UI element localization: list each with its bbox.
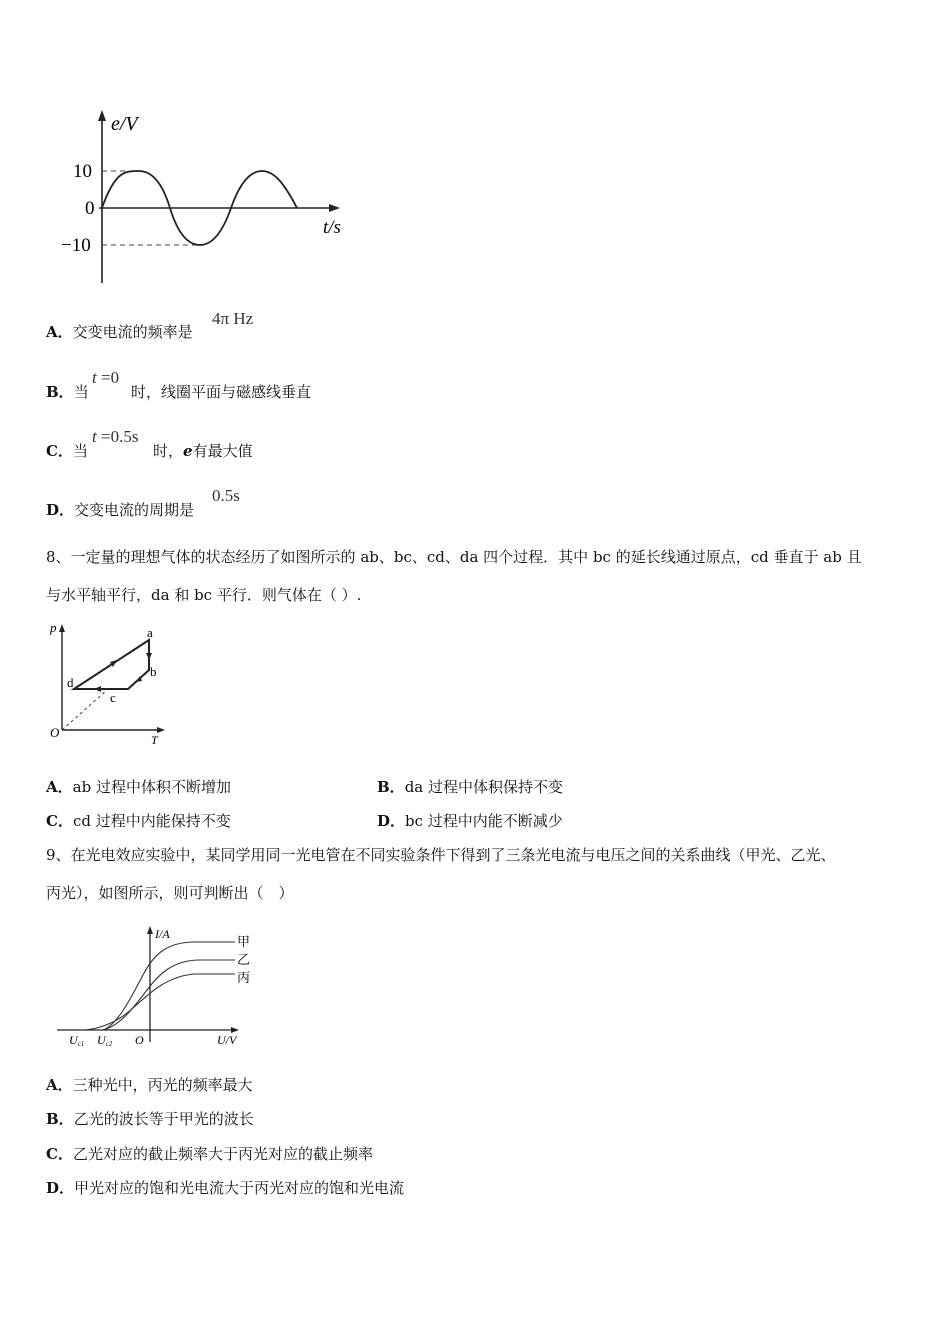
tick-neg10: −10 (61, 235, 91, 256)
q7-b-post: 时，线圈平面与磁感线垂直 (131, 383, 312, 401)
I-axis-arrow (147, 926, 153, 934)
q9-stem (46, 836, 926, 912)
extension-dashed (62, 689, 108, 730)
arrow-ab (146, 653, 152, 660)
q7-option-a[interactable] (46, 322, 193, 342)
q8-option-a[interactable] (46, 777, 231, 797)
q7-option-b[interactable] (46, 382, 89, 402)
Uc2-main: U (97, 1033, 106, 1047)
option-text: 当 (72, 442, 88, 460)
math-rest: =0.5s (96, 427, 139, 446)
option-text: 甲光对应的饱和光电流大于丙光对应的饱和光电流 (74, 1179, 405, 1197)
option-text: 三种光中，丙光的频率最大 (72, 1076, 253, 1094)
curve-bing (85, 974, 235, 1030)
option-label: C． (46, 1145, 73, 1163)
option-text: 乙光的波长等于甲光的波长 (73, 1110, 254, 1128)
pT-figure (44, 620, 174, 745)
label-a: a (147, 625, 153, 640)
label-Uc2 (97, 1033, 113, 1048)
label-Uc1 (69, 1033, 84, 1048)
label-p: p (50, 620, 57, 635)
q8-option-d[interactable] (377, 811, 563, 831)
q7-option-d[interactable] (46, 500, 194, 520)
q9-line2: 丙光），如图所示，则可判断出（ ） (46, 884, 294, 902)
option-label: A． (46, 1076, 73, 1094)
label-c: c (110, 690, 116, 705)
q9-line1: 9、在光电效应实验中，某同学用同一光电管在不同实验条件下得到了三条光电流与电压之间的关系曲线（甲光、乙光、 (46, 846, 836, 864)
arrow-cd (94, 686, 101, 692)
x-axis-arrow (329, 204, 340, 212)
label-bing: 丙 (237, 970, 251, 985)
tick-10: 10 (73, 161, 92, 182)
q7-c-post (153, 441, 253, 461)
option-text: cd 过程中内能保持不变 (72, 812, 231, 830)
option-text: 乙光对应的截止频率大于丙光对应的截止频率 (72, 1145, 373, 1163)
q8-option-b[interactable] (377, 777, 563, 797)
y-axis-label: e/V (111, 113, 138, 135)
option-text: ab 过程中体积不断增加 (72, 778, 231, 796)
label-T: T (151, 733, 158, 745)
option-label: C． (46, 812, 73, 830)
label-d: d (67, 675, 74, 690)
option-text: bc 过程中内能不断减少 (405, 812, 563, 830)
option-label: C． (46, 442, 73, 460)
q7-option-c[interactable] (46, 441, 88, 461)
q8-stem (46, 538, 926, 614)
option-label: A． (46, 778, 73, 796)
post-var: e (183, 442, 193, 460)
option-label: A． (46, 323, 73, 341)
Uc1-main: U (69, 1033, 78, 1047)
T-axis-arrow (157, 727, 165, 733)
math-var: t (92, 368, 97, 387)
label-b: b (150, 664, 157, 679)
label-I: I/A (155, 927, 170, 941)
q8-line2: 与水平轴平行，da 和 bc 平行．则气体在（ ）. (46, 586, 362, 604)
Uc2-sub: c2 (105, 1040, 113, 1048)
IU-figure (55, 920, 265, 1050)
p-axis-arrow (59, 624, 65, 632)
q7-b-math (92, 368, 119, 388)
q7-a-math: 4π Hz (212, 309, 254, 328)
x-axis-label: t/s (323, 217, 341, 238)
curve-yi (103, 960, 235, 1030)
option-label: B． (46, 383, 74, 401)
label-jia: 甲 (237, 934, 251, 949)
option-label: B． (377, 778, 405, 796)
q9-option-c[interactable] (46, 1144, 373, 1164)
label-O: O (50, 725, 60, 740)
post-text2: 有最大值 (192, 442, 253, 460)
option-label: D． (46, 1179, 75, 1197)
q7-c-math (92, 427, 138, 447)
option-text: 交变电流的频率是 (72, 323, 193, 341)
label-U: U/V (217, 1033, 237, 1047)
math-rest: =0 (96, 368, 120, 387)
q9-option-a[interactable] (46, 1075, 253, 1095)
q8-option-c[interactable] (46, 811, 231, 831)
math-var: t (92, 427, 97, 446)
q9-option-b[interactable] (46, 1109, 254, 1129)
option-text: 当 (73, 383, 89, 401)
post-text: 时， (153, 442, 184, 460)
option-label: B． (46, 1110, 74, 1128)
q8-line1: 8、一定量的理想气体的状态经历了如图所示的 ab、bc、cd、da 四个过程．其中 bc 的延长线通过原点，cd 垂直于 ab 且 (46, 548, 862, 566)
q9-option-d[interactable] (46, 1178, 404, 1198)
Uc1-sub: c1 (77, 1040, 85, 1048)
option-label: D． (377, 812, 406, 830)
q7-d-math: 0.5s (212, 486, 240, 505)
option-text: da 过程中体积保持不变 (404, 778, 564, 796)
y-axis-arrow (98, 110, 106, 121)
label-yi: 乙 (237, 952, 251, 967)
sine-wave-figure (55, 105, 365, 290)
option-label: D． (46, 501, 75, 519)
option-text: 交变电流的周期是 (74, 501, 195, 519)
tick-0: 0 (85, 198, 95, 219)
label-O: O (135, 1033, 144, 1047)
